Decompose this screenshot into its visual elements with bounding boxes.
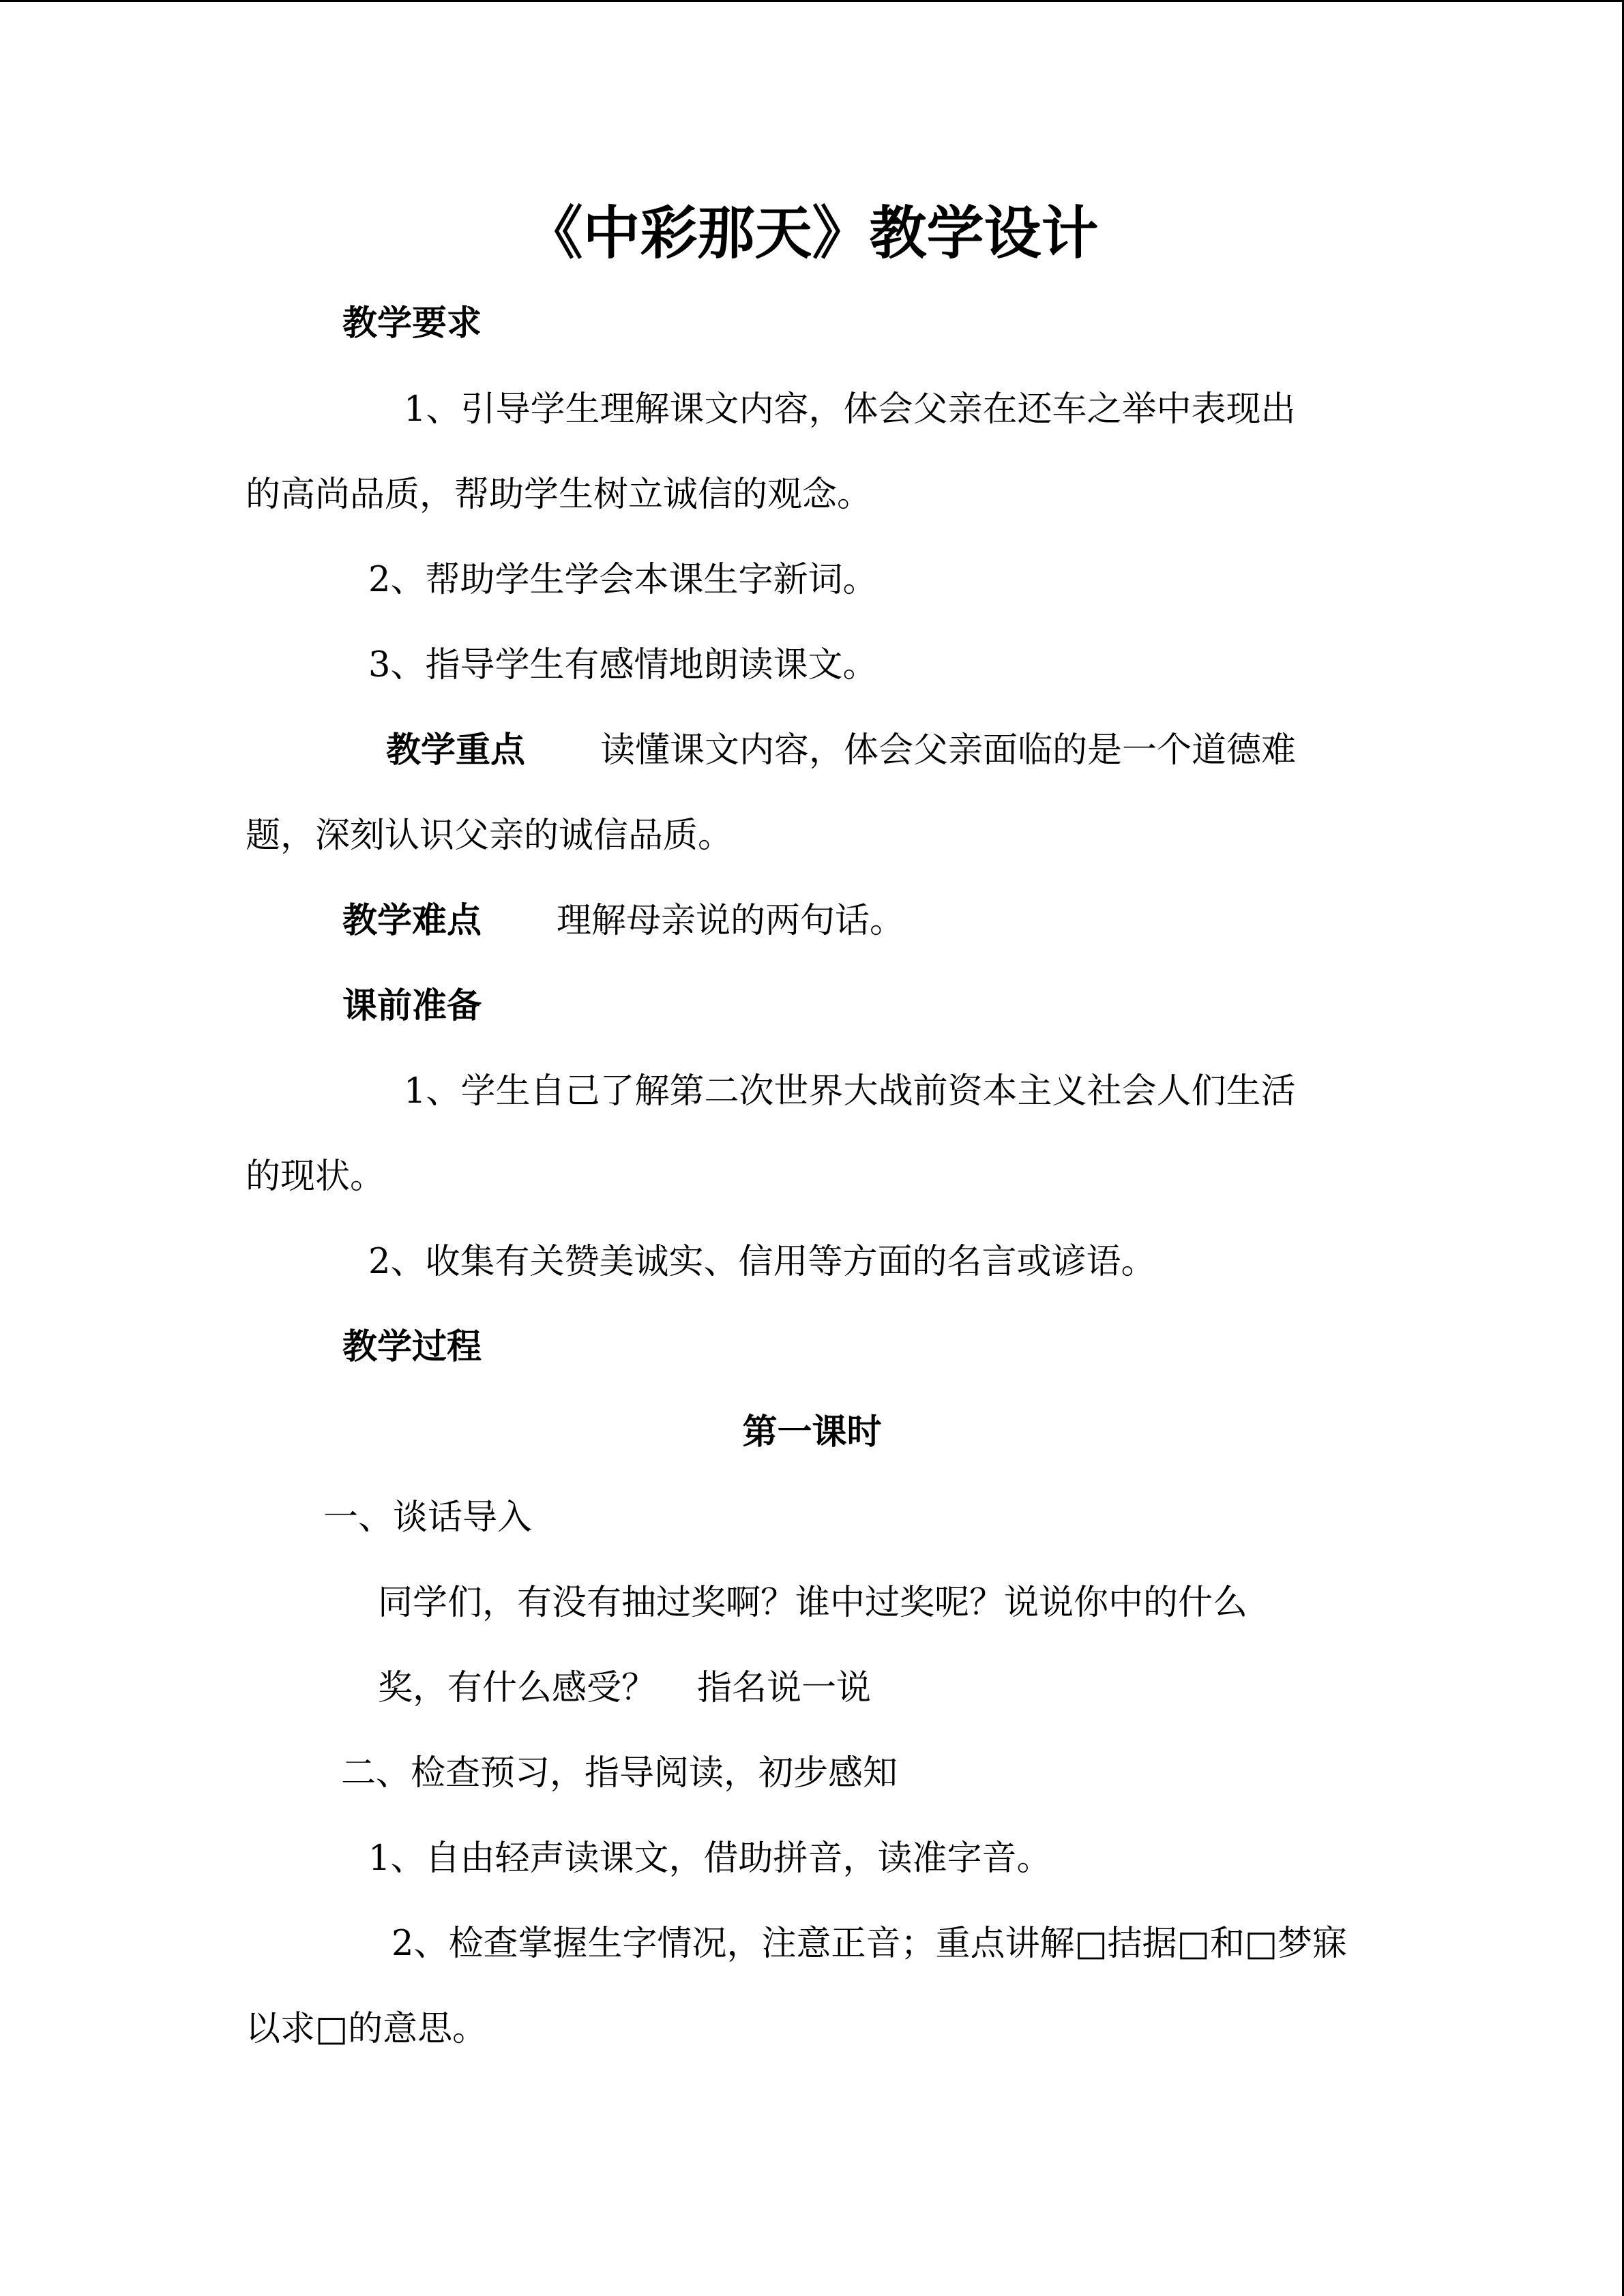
section-2-item-2-line-1: 2、检查掌握生字情况，注意正音；重点讲解□拮据□和□梦寐 — [392, 1924, 1348, 1964]
section-1-heading: 一、谈话导入 — [323, 1497, 533, 1538]
section-2-item-1: 1、自由轻声读课文，借助拼音，读准字音。 — [368, 1838, 1052, 1879]
requirement-item-1-line-1: 1、引导学生理解课文内容，体会父亲在还车之举中表现出 — [404, 389, 1296, 430]
top-border-line — [0, 0, 1624, 2]
requirement-item-2: 2、帮助学生学会本课生字新词。 — [368, 560, 878, 600]
difficulty-line — [342, 900, 905, 941]
section-1-instruction: 指名说一说 — [697, 1668, 872, 1708]
section-2-heading: 二、检查预习，指导阅读，初步感知 — [341, 1753, 898, 1793]
requirements-heading: 教学要求 — [342, 303, 482, 344]
key-point-line-1 — [386, 730, 1297, 771]
key-point-text: 读懂课文内容，体会父亲面临的是一个道德难 — [600, 730, 1297, 771]
key-point-line-2: 题，深刻认识父亲的诚信品质。 — [246, 816, 733, 856]
preparation-item-1-line-1: 1、学生自己了解第二次世界大战前资本主义社会人们生活 — [404, 1071, 1296, 1112]
section-1-question: 奖，有什么感受？ — [378, 1668, 657, 1708]
requirement-item-3: 3、指导学生有感情地朗读课文。 — [368, 645, 878, 685]
difficulty-text: 理解母亲说的两句话。 — [557, 901, 905, 941]
key-point-label: 教学重点 — [386, 730, 526, 771]
requirement-item-1-line-2: 的高尚品质，帮助学生树立诚信的观念。 — [246, 475, 872, 515]
preparation-heading: 课前准备 — [342, 985, 482, 1026]
preparation-item-1-line-2: 的现状。 — [246, 1157, 385, 1197]
section-2-item-2-line-2: 以求□的意思。 — [246, 2009, 488, 2049]
lesson-heading: 第一课时 — [742, 1412, 882, 1452]
section-1-line-2 — [378, 1668, 872, 1708]
preparation-item-2: 2、收集有关赞美诚实、信用等方面的名言或谚语。 — [368, 1242, 1156, 1282]
section-1-line-1: 同学们，有没有抽过奖啊？谁中过奖呢？说说你中的什么 — [378, 1583, 1248, 1623]
difficulty-label: 教学难点 — [342, 900, 482, 941]
page-title: 《中彩那天》教学设计 — [525, 199, 1099, 267]
process-heading: 教学过程 — [342, 1326, 482, 1367]
